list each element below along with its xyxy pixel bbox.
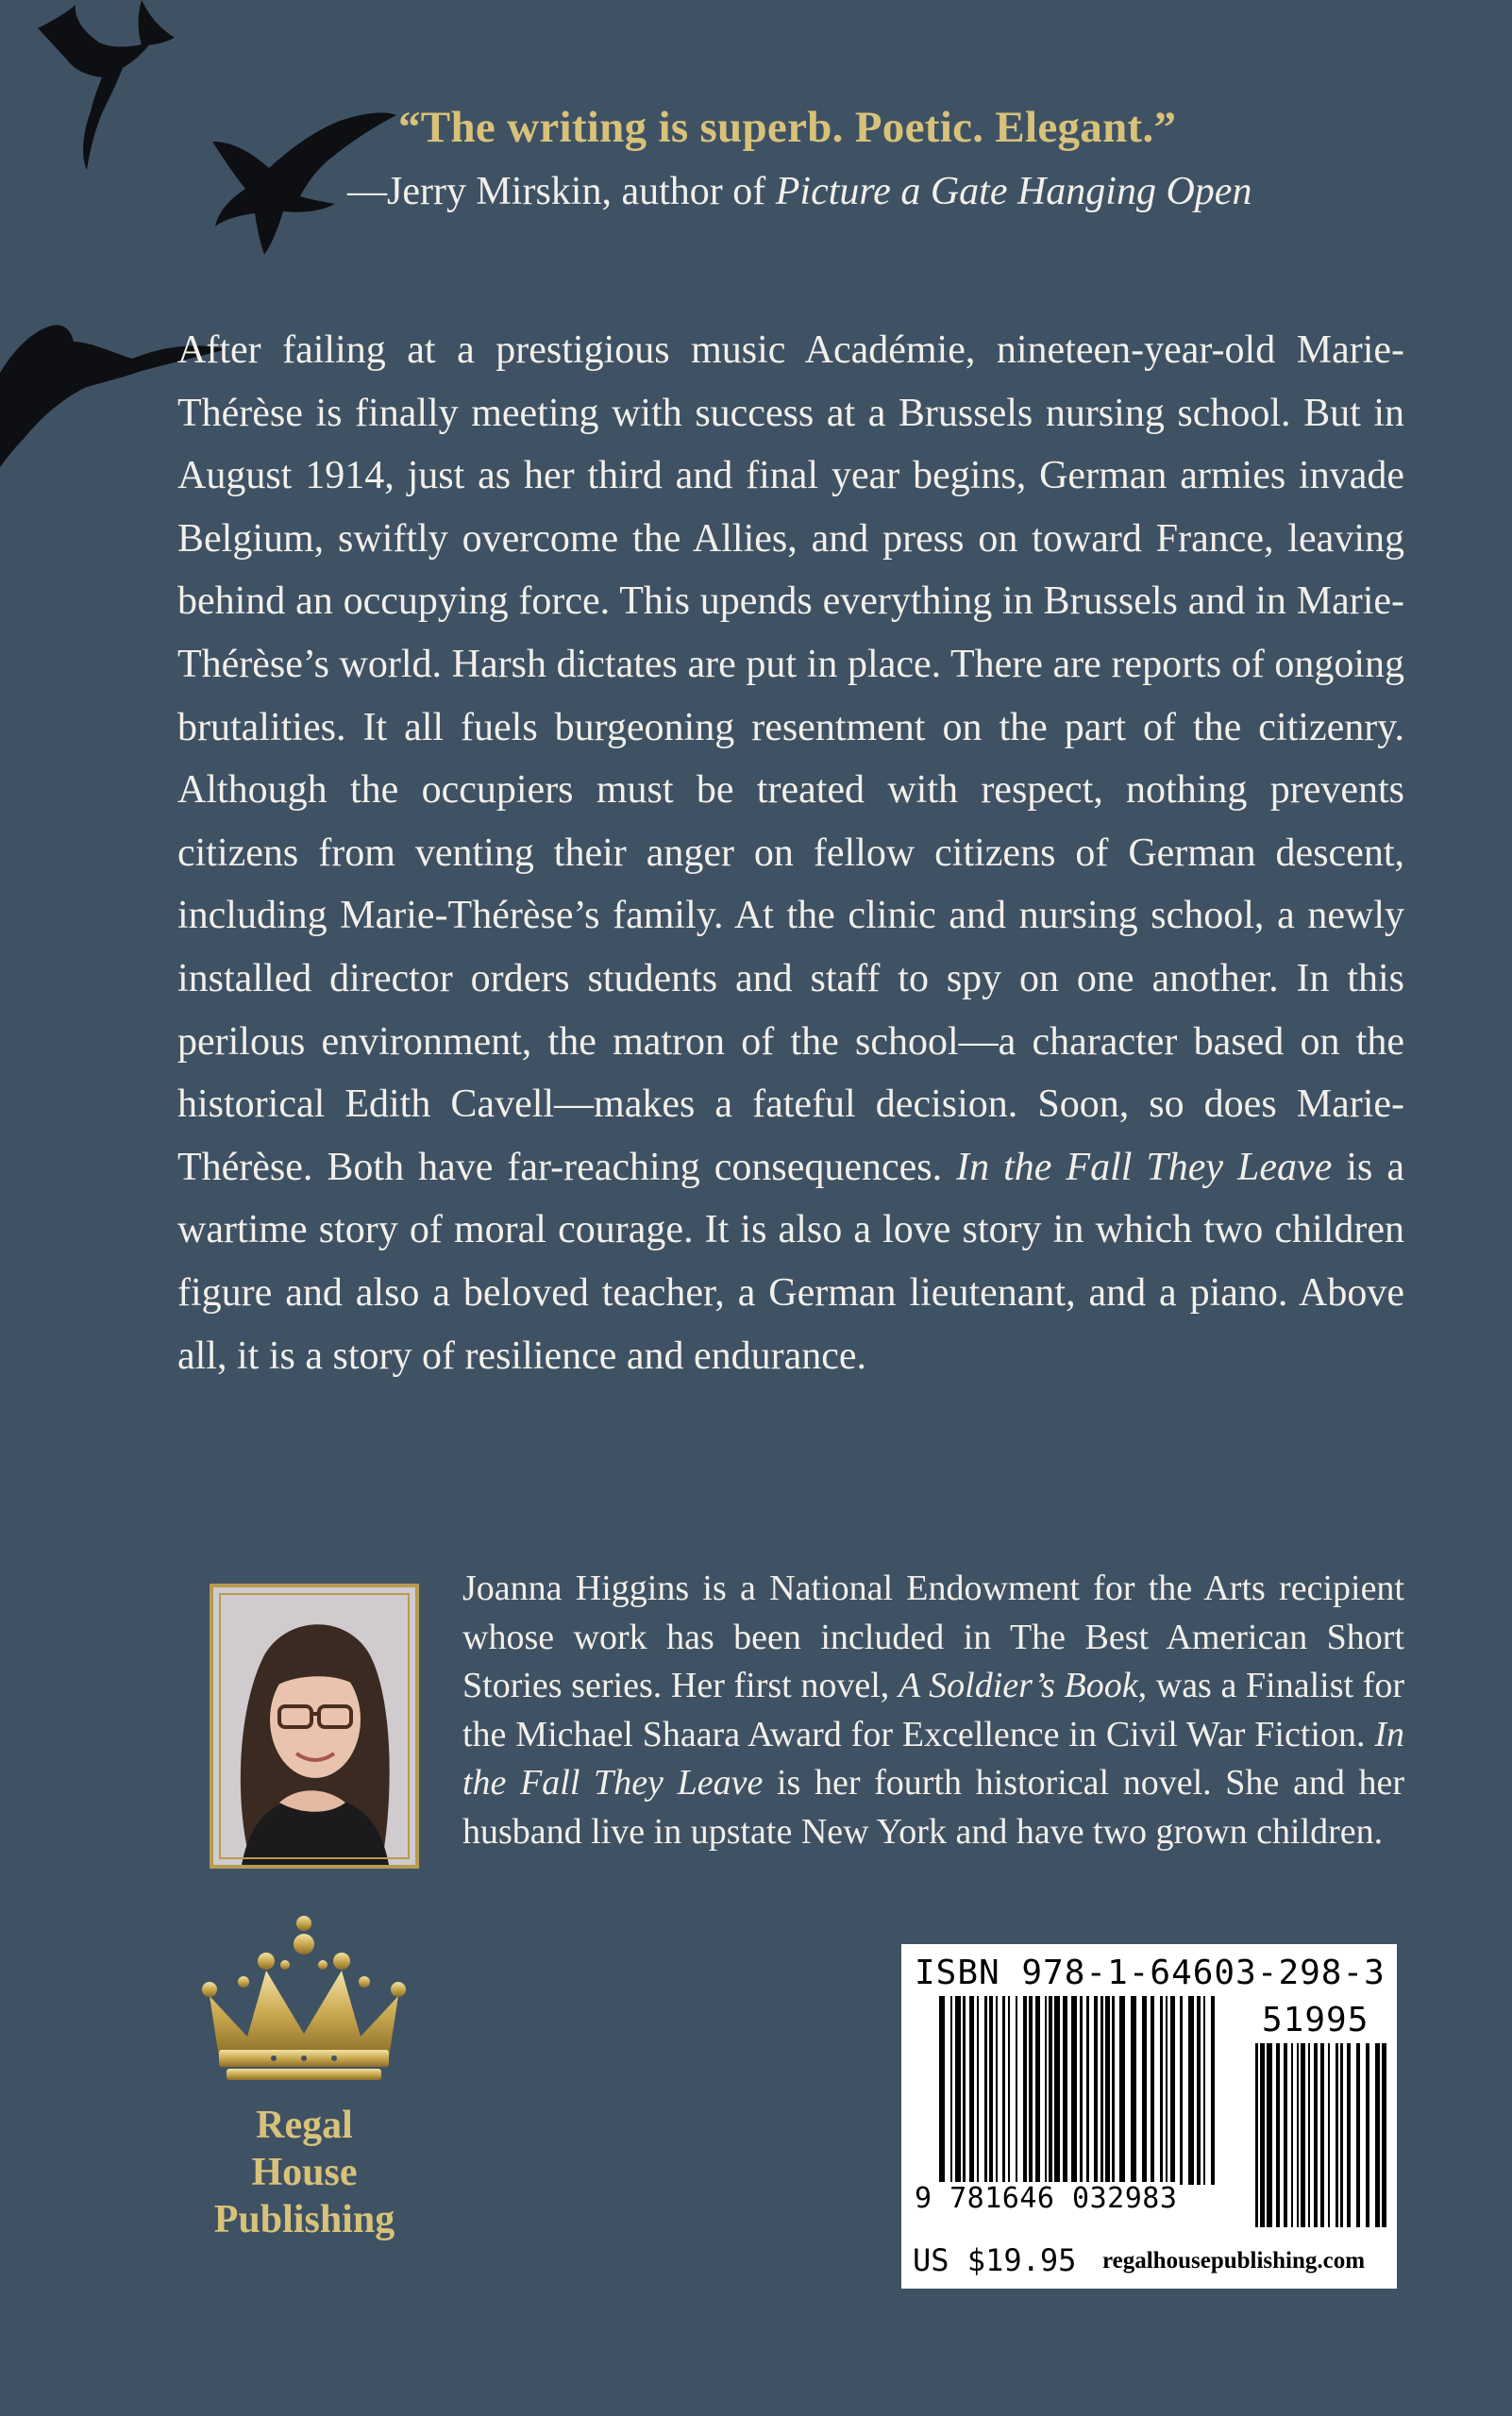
blurb-part-2: is a wartime story of moral courage. It is also a love story in which two children figure and also a beloved teacher, a German lieutenant, and a piano. Above all, it is a story of resilience and endurance.: [177, 1145, 1404, 1378]
barcode-bar: [1375, 2043, 1380, 2227]
barcode-bar: [1291, 2043, 1293, 2227]
price-code: 51995: [1262, 2001, 1369, 2039]
publisher-website: regalhousepublishing.com: [1102, 2248, 1366, 2273]
barcode-bar: [996, 1996, 998, 2185]
barcode-bar: [1211, 1996, 1215, 2185]
review-quote-block: [219, 99, 1304, 218]
barcode-bar: [1347, 2043, 1351, 2227]
barcode-bar: [1260, 2043, 1265, 2227]
barcode-bar: [1166, 1996, 1168, 2185]
bio-part-1: Joanna Higgins is a National Endowment for the Arts recipient whose work has been included in The Best American Short Stories series. Her first novel,: [462, 1569, 1404, 1705]
barcode-bar: [1340, 2043, 1343, 2227]
barcode-bar: [1071, 1996, 1077, 2185]
barcode-bar: [1119, 1996, 1125, 2185]
blurb-part-1: After failing at a prestigious music Académie, nineteen-year-old Marie-Thérèse is finally meeting with success at a Brussels nursing school. But in August 1914, just as her third and final year begins, German armies invade Belgium, swiftly overcome the Allies, and press on toward France, leaving behind an occupying force. This upends everything in Brussels and in Marie-Thérèse’s world. Harsh dictates are put in place. There are reports of ongoing brutalities. It all fuels burgeoning resentment on the part of the citizenry. Although the occupiers must be treated with respect, nothing prevents citizens from venting their anger on fellow citizens of German descent, including Marie-Thérèse’s family. At the clinic and nursing school, a newly installed director orders students and staff to spy on one another. In this perilous environment, the matron of the school—a character based on the historical Edith Cavell—makes a fateful decision. Soon, so does Marie-Thérèse. Both have far-reaching consequences.: [177, 328, 1404, 1189]
barcode-bar: [1267, 2043, 1272, 2227]
barcode-bar: [955, 1996, 961, 2185]
barcode-bar: [989, 1996, 993, 2185]
barcode-bar: [1086, 1996, 1089, 2185]
barcode-bar: [1382, 2043, 1386, 2227]
barcode-bar: [1063, 1996, 1067, 2185]
price-label: US $19.95: [913, 2242, 1077, 2278]
publisher-name-line-1: Regal: [256, 2104, 353, 2147]
barcode-bar: [1170, 1996, 1175, 2185]
barcode-bar: [1180, 1996, 1183, 2185]
barcode-bar: [1035, 1996, 1040, 2185]
barcode-bar: [1100, 1996, 1103, 2185]
barcode-bars: [901, 1944, 1397, 2289]
barcode-bar: [939, 1996, 945, 2185]
barcode-bar: [1301, 2043, 1305, 2227]
barcode-bar: [1197, 1996, 1201, 2185]
publisher-logo: [189, 1906, 420, 2243]
barcode-bar: [1297, 2043, 1299, 2227]
barcode-bar: [1203, 1996, 1205, 2185]
barcode-bar: [1045, 1996, 1047, 2185]
barcode-bar: [1151, 1996, 1154, 2185]
barcode-bar: [1314, 2043, 1318, 2227]
book-blurb: [177, 319, 1404, 1387]
barcode-bar: [1284, 2043, 1287, 2227]
barcode-bar: [1105, 1996, 1110, 2185]
barcode-bar: [1112, 1996, 1115, 2185]
barcode-bar: [1049, 1996, 1052, 2185]
bio-part-2: , was a Finalist for the Michael Shaara Award for Excellence in Civil War Fiction.: [462, 1666, 1404, 1754]
crown-icon: [189, 1906, 420, 2086]
author-photo: [210, 1584, 419, 1869]
barcode-bar: [1328, 2043, 1330, 2227]
barcode-bar: [1276, 2043, 1280, 2227]
barcode-bar: [1080, 1996, 1083, 2185]
barcode-bar: [1160, 1996, 1163, 2185]
barcode-bar: [1029, 1996, 1033, 2185]
barcode-bar: [1131, 1996, 1136, 2185]
author-bio: [462, 1565, 1404, 1856]
barcode-bar: [1008, 1996, 1010, 2185]
barcode-bar: [984, 1996, 987, 2185]
barcode-bar: [1023, 1996, 1027, 2185]
barcode-bar: [1255, 2043, 1258, 2227]
barcode-bar: [1366, 2043, 1369, 2227]
barcode-bar: [1336, 2043, 1338, 2227]
barcode-bar: [963, 1996, 966, 2185]
blurb-book-title: In the Fall They Leave: [956, 1145, 1333, 1189]
isbn-label: ISBN 978-1-64603-298-3: [915, 1954, 1386, 1992]
barcode-bar: [1054, 1996, 1060, 2185]
review-quote: “The writing is superb. Poetic. Elegant.”: [398, 103, 1177, 152]
review-attribution: [219, 165, 1304, 218]
barcode-bar: [950, 1996, 952, 2185]
barcode-bar: [1308, 2043, 1310, 2227]
barcode-bar: [1094, 1996, 1098, 2185]
attribution-book-title: Picture a Gate Hanging Open: [775, 170, 1252, 213]
bio-part-3: is her fourth historical novel. She and her husband live in upstate New York and have two grown children.: [462, 1763, 1404, 1852]
barcode-bar: [1142, 1996, 1147, 2185]
barcode-bar: [1002, 1996, 1005, 2185]
barcode-bar: [1188, 1996, 1194, 2185]
barcode-bar: [977, 1996, 979, 2185]
publisher-name-line-3: Publishing: [213, 2198, 395, 2241]
barcode-bar: [969, 1996, 974, 2185]
attribution-prefix: —Jerry Mirskin, author of: [347, 170, 776, 213]
photo-frame: [219, 1593, 410, 1859]
barcode-bar: [1016, 1996, 1017, 2185]
publisher-name-line-2: House: [251, 2151, 358, 2194]
isbn-digits: 9 781646 032983: [915, 2182, 1178, 2215]
bio-first-novel: A Soldier’s Book: [898, 1666, 1138, 1705]
barcode-bar: [1356, 2043, 1360, 2227]
bio-book-title: In the Fall They Leave: [462, 1714, 1404, 1803]
publisher-name: [189, 2102, 420, 2243]
isbn-barcode-box: [901, 1944, 1397, 2289]
barcode-bar: [1320, 2043, 1324, 2227]
